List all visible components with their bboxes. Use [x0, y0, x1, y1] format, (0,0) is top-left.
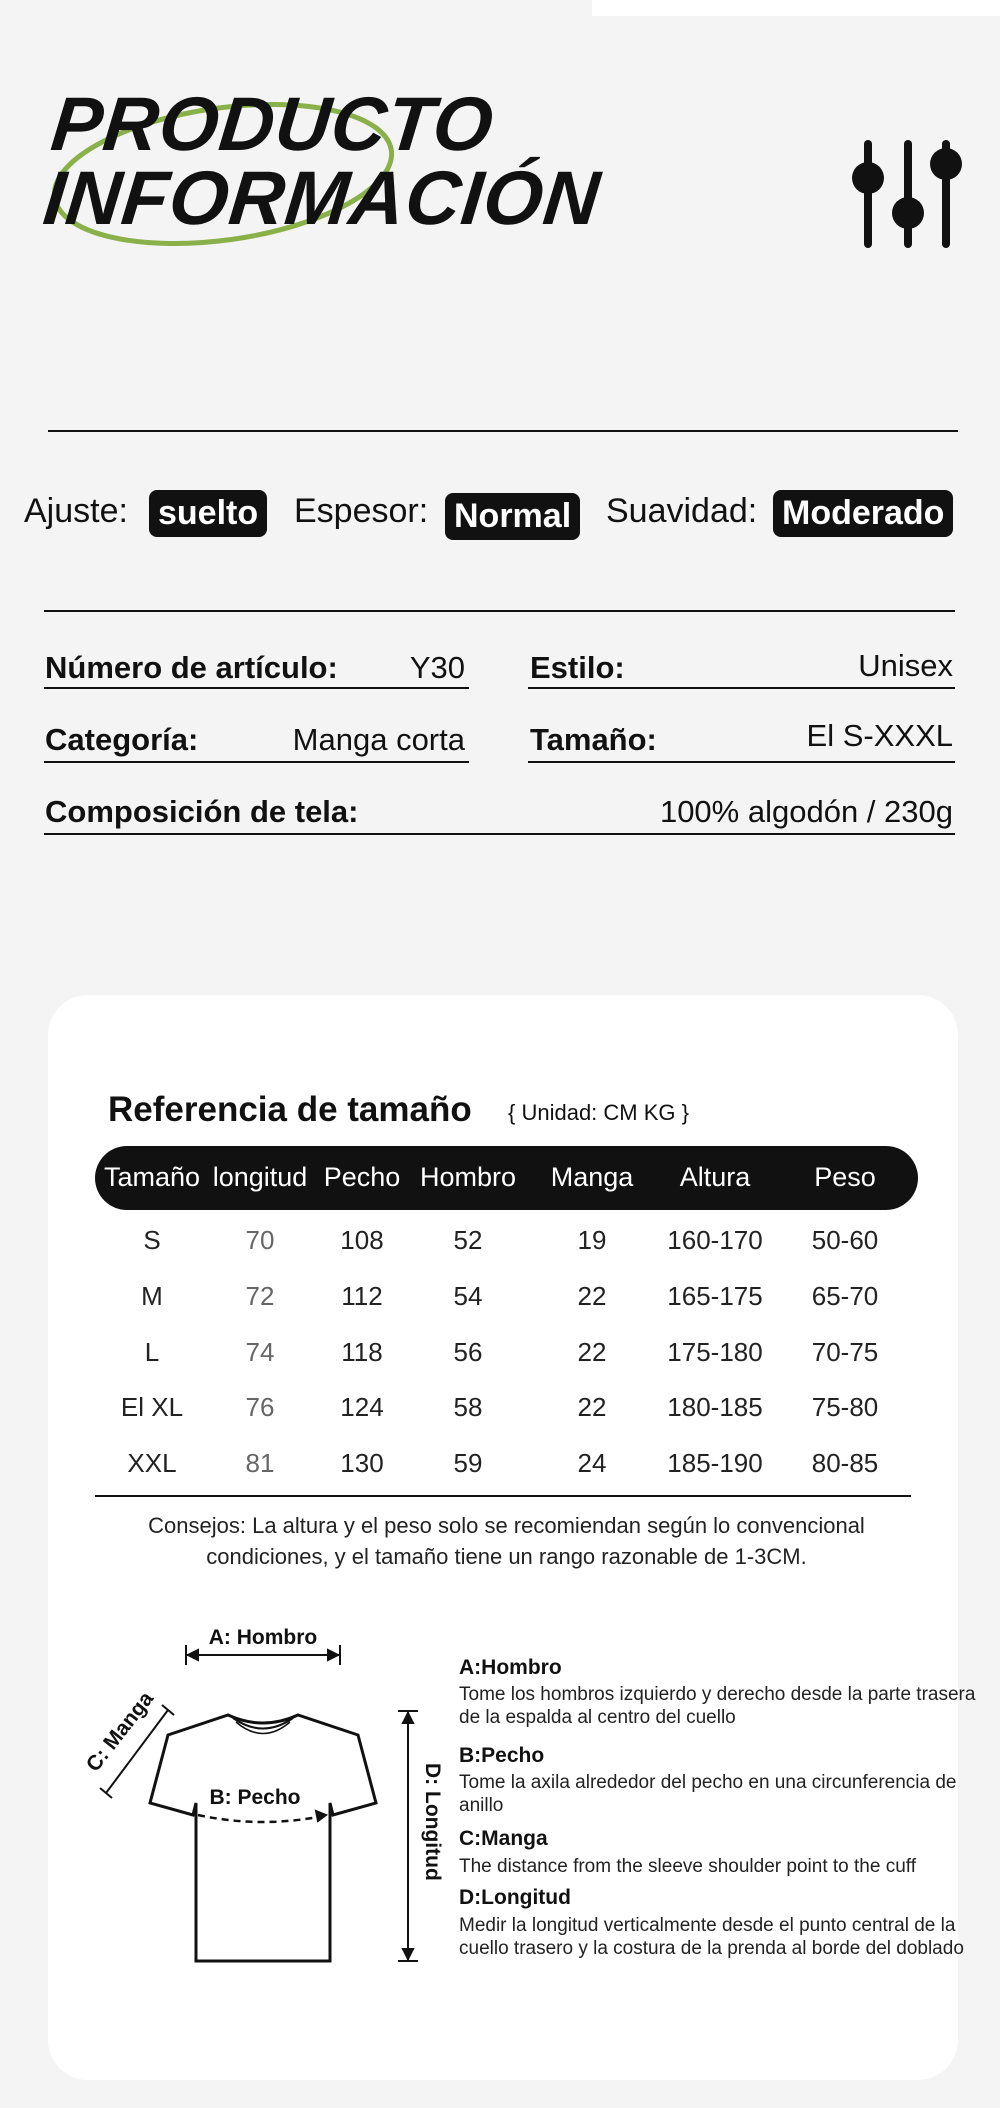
style-value: Unisex: [858, 648, 953, 683]
divider-mid: [44, 610, 955, 612]
softness-badge: Moderado: [773, 490, 953, 537]
table-cell: 52: [453, 1225, 483, 1255]
size-chart-unit: { Unidad: CM KG }: [508, 1100, 689, 1125]
title-line-2: INFORMACIÓN: [39, 156, 605, 241]
table-cell: 76: [245, 1392, 275, 1422]
fit-badge: suelto: [149, 490, 267, 537]
def-chest-title: B:Pecho: [459, 1744, 545, 1767]
item-number-label: Número de artículo:: [45, 650, 338, 685]
table-bottom-line: [95, 1495, 911, 1497]
title-line-1: PRODUCTO: [47, 82, 498, 167]
table-cell: 112: [341, 1281, 383, 1311]
header-length: longitud: [212, 1162, 308, 1192]
shoulder-label: A: Hombro: [208, 1626, 318, 1649]
table-cell: 175-180: [667, 1337, 763, 1367]
table-cell: L: [144, 1337, 160, 1367]
size-value: El S-XXXL: [806, 718, 953, 753]
table-cell: 81: [245, 1448, 275, 1478]
table-cell: 58: [453, 1392, 483, 1422]
table-cell: 50-60: [811, 1225, 879, 1255]
header-height: Altura: [679, 1162, 751, 1192]
table-cell: XXL: [127, 1448, 177, 1478]
header-chest: Pecho: [323, 1162, 401, 1192]
table-cell: 22: [577, 1281, 607, 1311]
sliders-icon: [850, 138, 965, 253]
table-cell: S: [143, 1225, 161, 1255]
table-cell: 56: [453, 1337, 483, 1367]
tips-line-2: condiciones, y el tamaño tiene un rango razonable de 1-3CM.: [206, 1544, 807, 1569]
def-chest-text: Tome la axila alrededor del pecho en una circunferencia de anillo: [459, 1772, 957, 1816]
table-cell: 72: [245, 1281, 275, 1311]
tshirt-measurement-diagram: [68, 1615, 458, 1975]
table-cell: 22: [577, 1337, 607, 1367]
style-label: Estilo:: [530, 650, 625, 685]
category-value: Manga corta: [292, 722, 465, 757]
page-title: [39, 82, 611, 241]
def-shoulder-text: Tome los hombros izquierdo y derecho desde la parte trasera de la espalda al centro del cuello: [459, 1684, 976, 1728]
header-shoulder: Hombro: [419, 1162, 517, 1192]
category-underline: [44, 761, 469, 763]
header-size: Tamaño: [103, 1162, 201, 1192]
divider-top: [48, 430, 958, 432]
table-cell: 70-75: [811, 1337, 879, 1367]
def-length-text: Medir la longitud verticalmente desde el punto central de la cuello trasero y la costura de la prenda al borde del doblado: [459, 1915, 964, 1959]
size-tips: [95, 1510, 918, 1572]
table-cell: 80-85: [811, 1448, 879, 1478]
table-cell: M: [141, 1281, 163, 1311]
fit-label: Ajuste:: [24, 492, 128, 530]
table-cell: El XL: [120, 1392, 184, 1422]
table-cell: 124: [340, 1392, 384, 1422]
thickness-label: Espesor:: [294, 492, 429, 530]
table-cell: 180-185: [667, 1392, 763, 1422]
table-cell: 108: [340, 1225, 384, 1255]
table-cell: 74: [245, 1337, 275, 1367]
def-shoulder-title: A:Hombro: [459, 1656, 562, 1679]
table-cell: 118: [341, 1337, 383, 1367]
table-cell: 54: [453, 1281, 483, 1311]
fabric-underline: [44, 833, 955, 835]
table-cell: 160-170: [667, 1225, 763, 1255]
top-strip: [592, 0, 1000, 16]
softness-label: Suavidad:: [606, 492, 758, 530]
chest-label: B: Pecho: [209, 1786, 301, 1809]
tips-line-1: Consejos: La altura y el peso solo se recomiendan según lo convencional: [148, 1513, 865, 1538]
style-underline: [528, 687, 955, 689]
table-cell: 75-80: [811, 1392, 879, 1422]
table-cell: 65-70: [811, 1281, 879, 1311]
table-cell: 24: [577, 1448, 607, 1478]
def-sleeve-text: The distance from the sleeve shoulder point to the cuff: [459, 1856, 916, 1877]
table-cell: 70: [245, 1225, 275, 1255]
fabric-value: 100% algodón / 230g: [659, 794, 953, 829]
table-cell: 19: [577, 1225, 607, 1255]
table-cell: 165-175: [667, 1281, 763, 1311]
def-sleeve-title: C:Manga: [459, 1827, 548, 1850]
table-cell: 185-190: [667, 1448, 763, 1478]
thickness-badge: Normal: [445, 493, 580, 540]
length-label: D: Longitud: [421, 1763, 444, 1881]
size-label: Tamaño:: [530, 722, 657, 757]
header-sleeve: Manga: [550, 1162, 634, 1192]
item-number-underline: [44, 687, 469, 689]
fabric-label: Composición de tela:: [45, 794, 359, 829]
size-underline: [528, 761, 955, 763]
item-number-value: Y30: [409, 650, 465, 685]
table-cell: 130: [340, 1448, 384, 1478]
size-chart-title: Referencia de tamaño: [108, 1090, 472, 1129]
table-cell: 22: [577, 1392, 607, 1422]
category-label: Categoría:: [45, 722, 199, 757]
sleeve-label: C: Manga: [81, 1687, 159, 1777]
def-length-title: D:Longitud: [459, 1886, 571, 1909]
header-weight: Peso: [814, 1162, 876, 1192]
table-cell: 59: [453, 1448, 483, 1478]
